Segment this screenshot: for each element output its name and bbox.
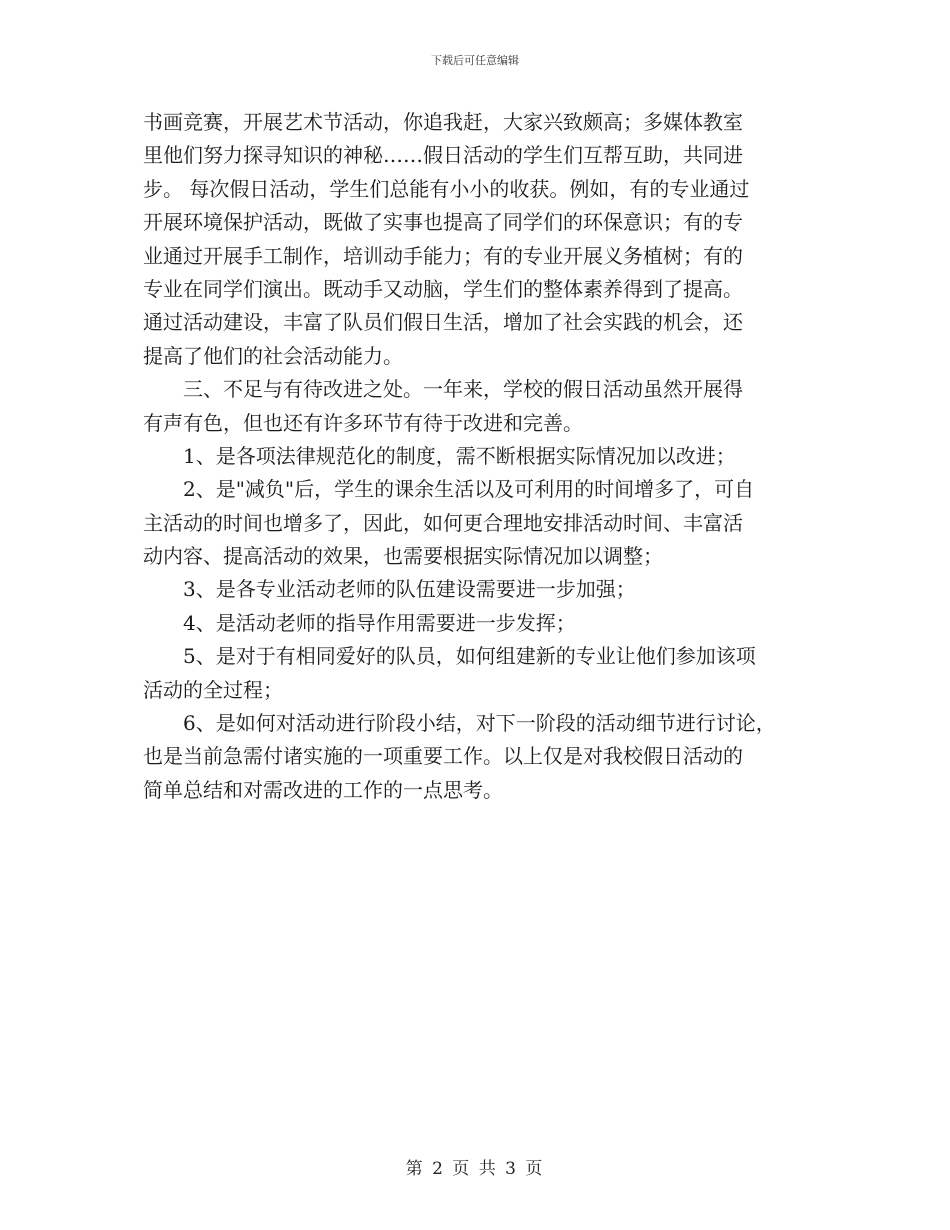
text-line-21: 简单总结和对需改进的工作的一点思考。 bbox=[143, 777, 503, 802]
page-number: 第 2 页 共 3 页 bbox=[405, 1159, 545, 1179]
text-line-12: 2、是"减负"后，学生的课余生活以及可利用的时间增多了，可自 bbox=[183, 477, 755, 502]
text-line-11: 1、是各项法律规范化的制度，需不断根据实际情况加以改进； bbox=[183, 443, 736, 468]
text-line-7: 通过活动建设，丰富了队员们假日生活，增加了社会实践的机会，还 bbox=[143, 310, 743, 335]
text-line-16: 4、是活动老师的指导作用需要进一步发挥； bbox=[183, 610, 576, 635]
text-line-1: 书画竞赛，开展艺术节活动，你追我赶，大家兴致颇高；多媒体教室 bbox=[143, 110, 743, 134]
page-header: 下载后可任意编辑 bbox=[431, 54, 519, 67]
text-line-6: 专业在同学们演出。既动手又动脑，学生们的整体素养得到了提高。 bbox=[143, 276, 743, 301]
text-line-15: 3、是各专业活动老师的队伍建设需要进一步加强； bbox=[183, 577, 636, 602]
text-line-13: 主活动的时间也增多了，因此，如何更合理地安排活动时间、丰富活 bbox=[143, 510, 743, 535]
text-line-17: 5、是对于有相同爱好的队员，如何组建新的专业让他们参加该项 bbox=[183, 644, 756, 669]
text-line-19: 6、是如何对活动进行阶段小结，对下一阶段的活动细节进行讨论， bbox=[183, 711, 776, 736]
text-line-18: 活动的全过程； bbox=[143, 677, 283, 702]
text-line-5: 业通过开展手工制作，培训动手能力；有的专业开展义务植树；有的 bbox=[143, 243, 743, 268]
text-line-8: 提高了他们的社会活动能力。 bbox=[143, 343, 403, 368]
text-line-10: 有声有色，但也还有许多环节有待于改进和完善。 bbox=[143, 410, 583, 435]
text-line-20: 也是当前急需付诸实施的一项重要工作。以上仅是对我校假日活动的 bbox=[143, 744, 743, 769]
text-line-14: 动内容、提高活动的效果，也需要根据实际情况加以调整； bbox=[143, 544, 663, 569]
text-line-9: 三、不足与有待改进之处。一年来，学校的假日活动虽然开展得 bbox=[183, 377, 743, 402]
text-line-3: 步。 每次假日活动，学生们总能有小小的收获。例如，有的专业通过 bbox=[143, 176, 750, 201]
text-line-2: 里他们努力探寻知识的神秘……假日活动的学生们互帮互助，共同进 bbox=[143, 143, 743, 168]
text-line-4: 开展环境保护活动，既做了实事也提高了同学们的环保意识；有的专 bbox=[143, 210, 743, 235]
document-body bbox=[143, 106, 823, 807]
